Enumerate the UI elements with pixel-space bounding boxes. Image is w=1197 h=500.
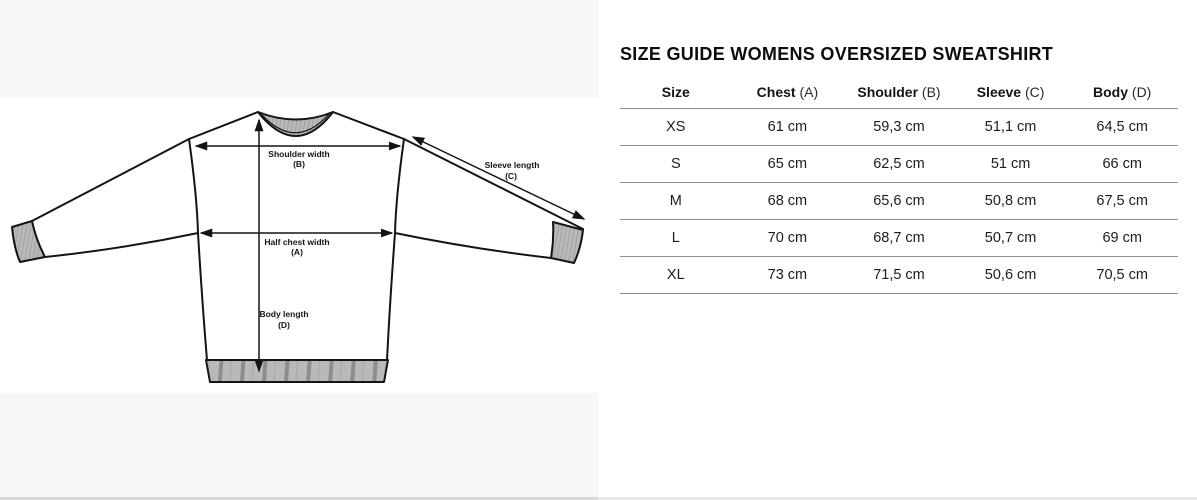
cell-sleeve: 50,7 cm bbox=[955, 220, 1067, 257]
table-row-m bbox=[620, 183, 1178, 220]
cell-shoulder: 65,6 cm bbox=[843, 183, 955, 220]
column-header-shoulder: Shoulder (B) bbox=[843, 75, 955, 109]
page-title: SIZE GUIDE WOMENS OVERSIZED SWEATSHIRT bbox=[620, 44, 1054, 64]
cell-chest: 61 cm bbox=[732, 109, 844, 146]
cell-size: S bbox=[620, 146, 732, 183]
cell-chest: 73 cm bbox=[732, 257, 844, 294]
table-row-xs bbox=[620, 109, 1178, 146]
size-table-panel bbox=[620, 0, 1178, 294]
column-header-chest: Chest (A) bbox=[732, 75, 844, 109]
shoulder-width-label: Shoulder width bbox=[268, 149, 330, 159]
body-length-label: Body length bbox=[259, 309, 309, 319]
size-table bbox=[620, 75, 1178, 294]
table-row-s bbox=[620, 146, 1178, 183]
shoulder-width-letter: (B) bbox=[293, 159, 305, 169]
cell-body: 67,5 cm bbox=[1066, 183, 1178, 220]
cell-size: XS bbox=[620, 109, 732, 146]
cell-sleeve: 50,6 cm bbox=[955, 257, 1067, 294]
cell-body: 70,5 cm bbox=[1066, 257, 1178, 294]
cell-body: 64,5 cm bbox=[1066, 109, 1178, 146]
cell-chest: 65 cm bbox=[732, 146, 844, 183]
cell-size: M bbox=[620, 183, 732, 220]
cell-chest: 70 cm bbox=[732, 220, 844, 257]
right-cuff bbox=[551, 222, 583, 263]
body-length-letter: (D) bbox=[278, 320, 290, 330]
cell-sleeve: 51 cm bbox=[955, 146, 1067, 183]
cell-shoulder: 71,5 cm bbox=[843, 257, 955, 294]
hem-band bbox=[206, 360, 388, 382]
cell-body: 69 cm bbox=[1066, 220, 1178, 257]
sweatshirt-diagram bbox=[0, 0, 598, 497]
table-row-xl bbox=[620, 257, 1178, 294]
cell-shoulder: 59,3 cm bbox=[843, 109, 955, 146]
cell-sleeve: 51,1 cm bbox=[955, 109, 1067, 146]
half-chest-width-label: Half chest width bbox=[264, 237, 330, 247]
cell-chest: 68 cm bbox=[732, 183, 844, 220]
half-chest-width-letter: (A) bbox=[291, 247, 303, 257]
cell-size: L bbox=[620, 220, 732, 257]
column-header-sleeve: Sleeve (C) bbox=[955, 75, 1067, 109]
diagram-panel bbox=[0, 0, 598, 497]
cell-sleeve: 50,8 cm bbox=[955, 183, 1067, 220]
sleeve-length-letter: (C) bbox=[505, 171, 517, 181]
cell-shoulder: 68,7 cm bbox=[843, 220, 955, 257]
table-header-row bbox=[620, 75, 1178, 109]
sleeve-length-label: Sleeve length bbox=[484, 160, 540, 170]
table-row-l bbox=[620, 220, 1178, 257]
column-header-size: Size bbox=[620, 75, 732, 109]
cell-body: 66 cm bbox=[1066, 146, 1178, 183]
cell-shoulder: 62,5 cm bbox=[843, 146, 955, 183]
column-header-body: Body (D) bbox=[1066, 75, 1178, 109]
cell-size: XL bbox=[620, 257, 732, 294]
